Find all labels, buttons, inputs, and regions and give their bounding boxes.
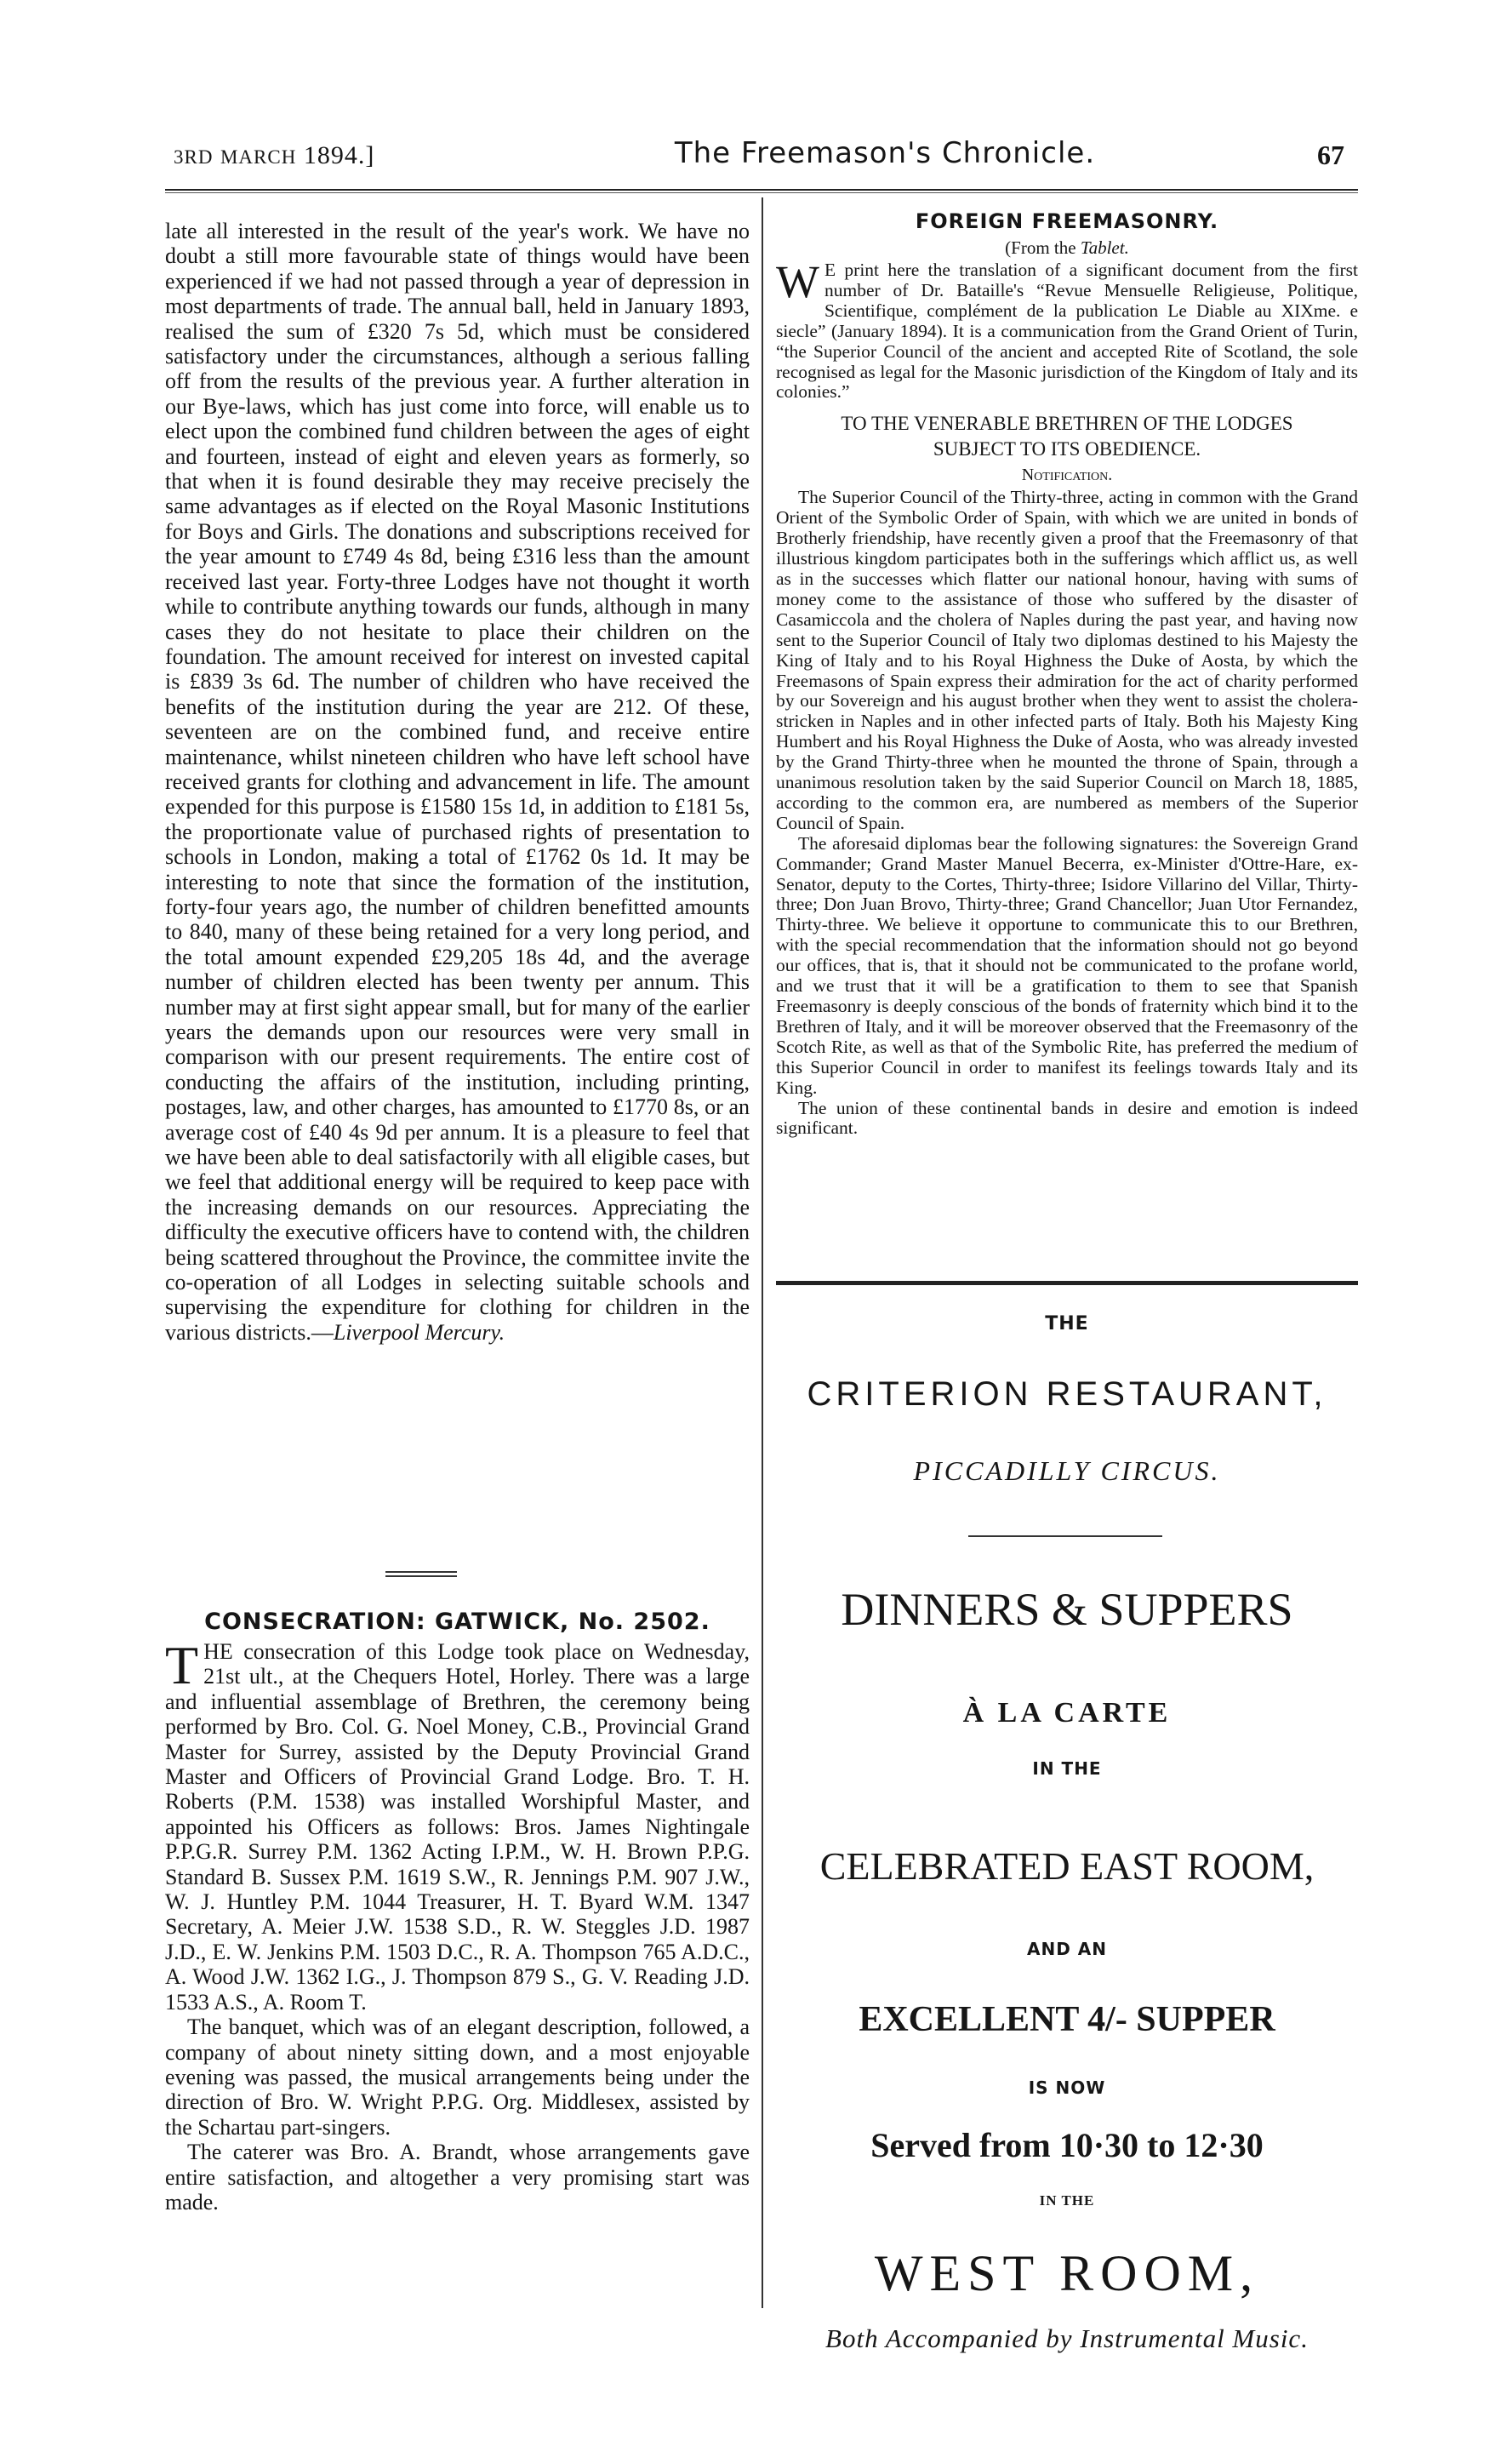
source-credit: [776, 235, 1358, 260]
ad-music: Both Accompanied by Instrumental Music.: [825, 2323, 1309, 2353]
masthead-title: The Freemason's Chronicle.: [674, 136, 1096, 170]
address-line: TO THE VENERABLE BRETHREN OF THE LODGES: [841, 413, 1293, 435]
drop-cap: W: [776, 256, 819, 307]
article-heading: CONSECRATION: GATWICK, No. 2502.: [204, 1609, 710, 1635]
ad-in-the: IN THE: [1032, 1758, 1102, 1779]
ad-west-room: WEST ROOM,: [874, 2245, 1260, 2301]
ad-rule: [968, 1535, 1162, 1537]
ad-the: THE: [1045, 1313, 1089, 1334]
ad-restaurant-name: CRITERION RESTAURANT,: [807, 1375, 1327, 1413]
article-body: late all interested in the result of the year's work. We have no doubt a still more favourable state of things would have been experienced if we had not passed through a year of depression in most departments of trade. The annual ball, held in January 1893, realised the sum of £320 7s 5d, which must be considered satisfactory under the circumstances, although a serious falling off from the results of the previous year. A further alteration in our Bye-laws, which has just come into force, will enable us to elect upon the combined fund children between the ages of eight and fourteen, instead of eight and eleven years as formerly, so that when it is found desirable they may receive precisely the same advantages as if elected on the Royal Masonic Institutions for Boys and Girls. The donations and subscriptions received for the year amount to £749 4s 8d, being £316 less than the amount received last year. Forty-three Lodges have not thought it worth while to contribute anything towards our funds, although in many cases they do not hesitate to place their children on the foundation. The amount received for interest on invested capital is £839 3s 6d. The number of children who have received the benefits of the institution during the year are 212. Of these, seventeen are on the combined fund, and receive entire maintenance, whilst nineteen children who have left school have received grants for clothing and advancement in life. The amount expended for this purpose is £1580 15s 1d, in addition to £181 5s, the proportionate value of purchased rights of presentation to schools in London, making a total of £1762 0s 1d. It may be interesting to note that since the formation of the institution, forty-four years ago, the number of children benefitted amounts to 840, many of these being retained for a very long period, and the total amount expended £29,205 18s 4d, and the average number of children elected has been twenty per annum. This number may at first sight appear small, but for many of the earlier years the demands upon our resources were very small in comparison with our present requirements. The entire cost of conducting the affairs of the institution, including printing, postages, law, and other charges, has amounted to £1770 8s, or an average cost of £40 4s 9d per annum. It is a pleasure to feel that we have been able to deal satisfactorily with all eligible cases, but we feel that additional energy will be required to keep pace with the increasing demands on our resources. Appreciating the difficulty the executive officers have to contend with, the children being scattered throughout the Province, the committee invite the co-operation of all Lodges in selecting suitable schools and supervising the expenditure for clothing for children in the various districts.—: [165, 219, 750, 1345]
article-heading: FOREIGN FREEMASONRY.: [915, 209, 1219, 233]
ad-and-an: AND AN: [1027, 1939, 1107, 1959]
ad-dinners-suppers: DINNERS & SUPPERS: [841, 1584, 1293, 1635]
page-number: 67: [1317, 140, 1344, 170]
column-divider: [762, 197, 763, 2308]
ad-supper: EXCELLENT 4/- SUPPER: [859, 2000, 1275, 2039]
ad-east-room: CELEBRATED EAST ROOM,: [819, 1844, 1315, 1888]
article-foreign-freemasonry: [776, 208, 1358, 1139]
source-name: Tablet.: [1080, 237, 1129, 258]
article-consecration: [165, 1607, 750, 2215]
intro-paragraph: E print here the translation of a significant document from the first number of Dr. Bataille's “Revue Mensuelle Religieuse, Politique, Scientifique, complément de la publication Le Diable au XIXme. e siecle” (January 1894). It is a communication from the Grand Orient of Turin, “the Superior Council of the ancient and accepted Rite of Scotland, the sole recognised as legal for the Masonic jurisdiction of the Kingdom of Italy and its colonies.”: [776, 260, 1358, 403]
ad-location: PICCADILLY CIRCUS.: [913, 1455, 1221, 1486]
issue-date: [174, 141, 374, 170]
date-day: 3RD: [174, 146, 214, 168]
article-separator: [385, 1571, 457, 1577]
paragraph: The union of these continental bands in desire and emotion is indeed significant.: [776, 1097, 1358, 1139]
section-rule: [776, 1281, 1358, 1285]
paragraph: The caterer was Bro. A. Brandt, whose arrangements gave entire satisfaction, and altogether a very promising start was made.: [165, 2140, 750, 2215]
source-prefix: (From the: [1005, 237, 1076, 258]
date-month: MARCH: [220, 146, 297, 168]
paragraph: The aforesaid diplomas bear the following signatures: the Sovereign Grand Commander; Grand Master Manuel Becerra, ex-Minister d'Ottre-Hare, ex-Senator, deputy to the Cortes, Thirty-three; Isidore Villarino del Villar, Thirty-three; Don Juan Brovo, Thirty-three; Grand Chancellor; Juan Utor Fernandez, Thirty-three. We believe it opportune to communicate this to our Brethren, with the special recommendation that the information should not go beyond our offices, that is, that it should not be communicated to the profane world, and we trust that it will be a gratification to them to see that Spanish Freemasonry is deeply conscious of the bonds of fraternity which bind it to the Brethren of Italy, and it will be moreover observed that the Freemasonry of the Scotch Rite, as well as that of the Symbolic Rite, has preferred the medium of this Superior Council in order to manifest its feelings towards Italy and its King.: [776, 832, 1358, 1098]
ad-a-la-carte: À LA CARTE: [962, 1697, 1172, 1729]
paragraph: The banquet, which was of an elegant description, followed, a company of about ninety sitting down, and a most enjoyable evening was passed, the musical arrangements being under the direction of Bro. W. Wright P.P.G. Org. Middlesex, assisted by the Schartau part-singers.: [165, 2015, 750, 2140]
date-year: 1894.]: [303, 141, 375, 169]
paragraph: The Superior Council of the Thirty-three, acting in common with the Grand Orient of the Symbolic Order of Spain, with which we are united in bonds of Brotherly friendship, have recently given a proof that the Freemasonry of that illustrious kingdom participates both in the sufferings which afflict us, as well as in the successes which flatter our national honour, having with sums of money come to the assistance of those who suffered by the disaster of Casamiccola and the cholera of Naples during the past year, and having now sent to the Superior Council of Italy two diplomas destined to his Majesty the King of Italy and to his Royal Highness the Duke of Aosta, by which the Freemasons of Spain express their admiration for the act of charity performed by our Sovereign and his august brother when they went to assist the cholera-stricken in Naples and in other infected parts of Italy. Both his Majesty King Humbert and his Royal Highness the Duke of Aosta, who was already invested by the Grand Thirty-three when he mounted the throne of Spain, through a unanimous resolution taken by the said Superior Council on March 18, 1885, according to the common era, are numbered as members of the Superior Council of Spain.: [776, 487, 1358, 833]
ad-served-times: Served from 10·30 to 12·30: [870, 2126, 1264, 2164]
notification-heading: Notification.: [1021, 466, 1113, 485]
drop-cap: T: [165, 1635, 199, 1695]
article-source: Liverpool Mercury.: [333, 1319, 505, 1345]
address-line: SUBJECT TO ITS OBEDIENCE.: [933, 438, 1201, 460]
header-rule: [165, 189, 1358, 193]
paragraph: HE consecration of this Lodge took place on Wednesday, 21st ult., at the Chequers Hotel, Horley. There was a large and influential assemblage of Brethren, the ceremony being performed by Bro. Col. G. Noel Money, C.B., Provincial Grand Master for Surrey, assisted by the Deputy Provincial Grand Master and Officers of Provincial Grand Lodge. Bro. T. H. Roberts (P.M. 1538) was installed Worshipful Master, and appointed his Officers as follows: Bros. James Nightingale P.P.G.R. Surrey P.M. 1362 Acting I.P.M., W. H. Brown P.P.G. Standard B. Sussex P.M. 1619 S.W., R. Jennings P.M. 907 J.W., W. J. Huntley P.M. 1044 Treasurer, H. T. Byard W.M. 1347 Secretary, A. Meier J.W. 1538 S.D., R. W. Steggles J.D. 1987 J.D., E. W. Jenkins P.M. 1503 D.C., R. A. Thompson 765 A.D.C., A. Wood J.W. 1362 I.G., J. Thompson 879 S., G. V. Reading J.D. 1533 A.S., A. Room T.: [165, 1639, 750, 2015]
article-continued: [165, 219, 750, 1345]
ad-in-the-2: IN THE: [1039, 2192, 1095, 2209]
ad-is-now: IS NOW: [1028, 2077, 1106, 2098]
